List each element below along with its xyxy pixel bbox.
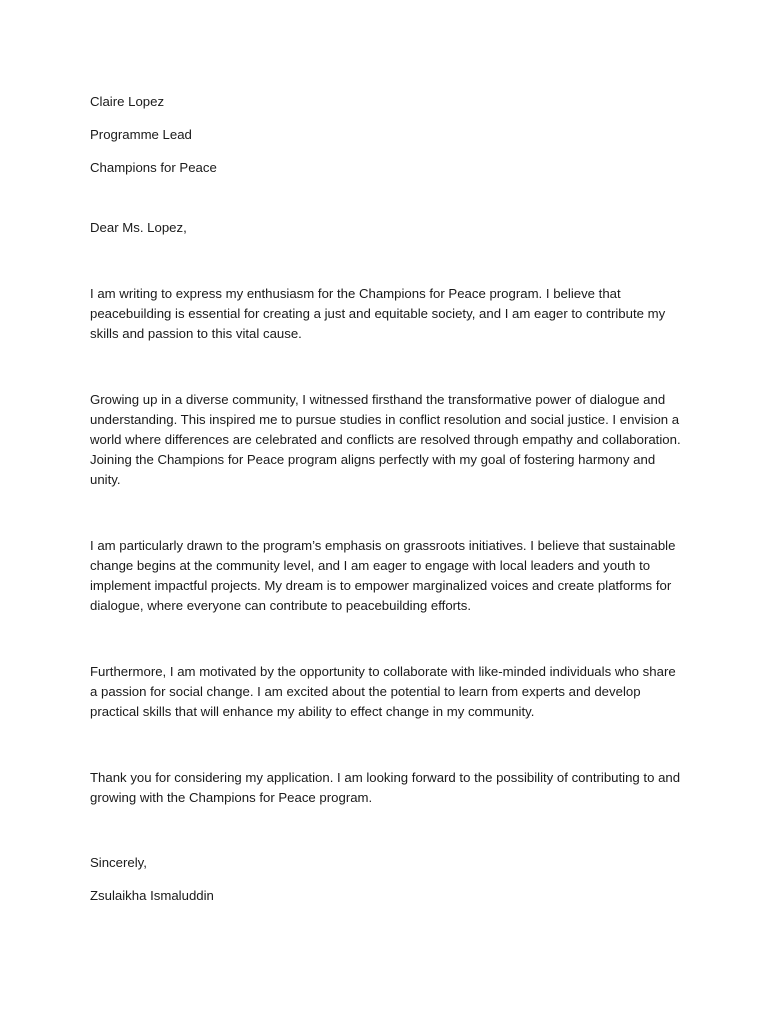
recipient-name: Claire Lopez	[90, 94, 165, 109]
paragraph-2: Growing up in a diverse community, I witnessed firsthand the transformative power of dialogue and understanding. This inspired me to pursue studies in conflict resolution and social justice. I envision a world where differences are celebrated and conflicts are resolved through empathy and collaboration. Joining the Champions for Peace program aligns perfectly with my goal of fostering harmony and unity.	[90, 392, 681, 487]
letter-body	[90, 92, 682, 906]
closing: Sincerely,	[90, 855, 147, 870]
salutation: Dear Ms. Lopez,	[90, 220, 187, 235]
recipient-title: Programme Lead	[90, 127, 192, 142]
signature: Zsulaikha Ismaluddin	[90, 888, 214, 903]
recipient-organization: Champions for Peace	[90, 160, 217, 175]
paragraph-1: I am writing to express my enthusiasm for the Champions for Peace program. I believe that peacebuilding is essential for creating a just and equitable society, and I am eager to contribute my skills and passion to this vital cause.	[90, 286, 666, 341]
paragraph-5: Thank you for considering my application. I am looking forward to the possibility of contributing to and growing with the Champions for Peace program.	[90, 770, 681, 805]
paragraph-4: Furthermore, I am motivated by the opportunity to collaborate with like-minded individuals who share a passion for social change. I am excited about the potential to learn from experts and develop practical skills that will enhance my ability to effect change in my community.	[90, 664, 676, 719]
paragraph-3: I am particularly drawn to the program’s emphasis on grassroots initiatives. I believe that sustainable change begins at the community level, and I am eager to engage with local leaders and youth to implement impactful projects. My dream is to empower marginalized voices and create platforms for dialogue, where everyone can contribute to peacebuilding efforts.	[90, 538, 676, 613]
